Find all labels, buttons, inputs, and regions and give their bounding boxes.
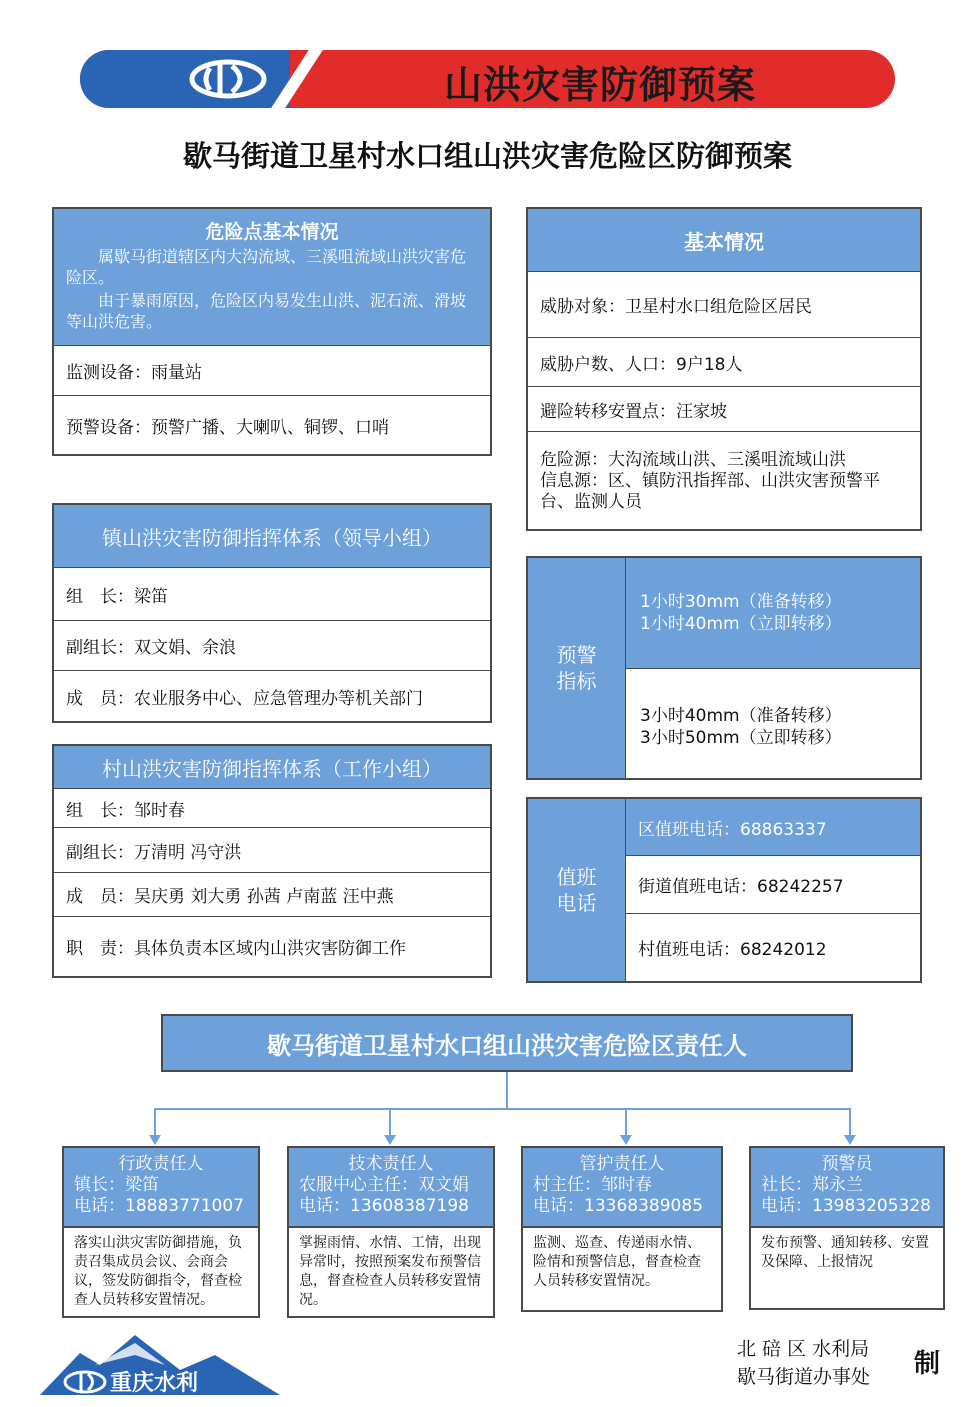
resp-role: 预警员: [821, 1154, 873, 1174]
resp-role: 技术责任人: [348, 1154, 434, 1174]
village-leader-row: 组 长：邹时春: [54, 788, 490, 827]
footer-org-1: 北 碚 区 水利局: [737, 1338, 870, 1360]
town-leader-row: 组 长：梁笛: [54, 567, 490, 620]
footer-org-2: 歇马街道办事处: [737, 1366, 871, 1388]
source-row: [528, 431, 920, 529]
resp-phone: 电话：13368389085: [533, 1196, 703, 1216]
arrow-down-icon: [149, 1135, 161, 1145]
resp-duty-care: 监测、巡查、传递雨水情、险情和预警信息，督查检查人员转移安置情况。: [521, 1228, 723, 1312]
resp-title: 社长：郑永兰: [761, 1175, 863, 1195]
warning-group-1: 1小时30mm（准备转移） 1小时40mm（立即转移）: [626, 558, 920, 668]
banner-title: 山洪灾害防御预案: [443, 62, 756, 107]
warning-device-row: 预警设备：预警广播、大喇叭、铜锣、口哨: [54, 395, 490, 454]
resp-card-admin: [62, 1146, 260, 1228]
resp-role: 管护责任人: [579, 1154, 665, 1174]
resp-card-care: [521, 1146, 723, 1228]
warning-index-panel: [526, 556, 922, 780]
warning-group-2: 3小时40mm（准备转移） 3小时50mm（立即转移）: [626, 668, 920, 778]
connector-drop-4: [849, 1108, 851, 1136]
page-title: 歇马街道卫星村水口组山洪灾害危险区防御预案: [182, 139, 792, 173]
basic-info-panel: [526, 207, 922, 531]
town-members-row: 成 员：农业服务中心、应急管理办等机关部门: [54, 670, 490, 721]
connector-trunk: [506, 1072, 508, 1109]
duty-phone-label: 值班 电话: [528, 799, 626, 981]
top-banner: [80, 50, 895, 108]
village-members-row: 成 员：吴庆勇 刘大勇 孙茜 卢南蓝 汪中燕: [54, 872, 490, 916]
footer-made: 制: [914, 1349, 941, 1379]
resp-duty-tech: 掌握雨情、水情、工情，出现异常时，按照预案发布预警信息，督查检查人员转移安置情况。: [287, 1228, 495, 1318]
resp-phone: 电话：13983205328: [761, 1196, 931, 1216]
connector-drop-2: [389, 1108, 391, 1136]
resp-card-tech: [287, 1146, 495, 1228]
resp-title: 农服中心主任：双文娟: [299, 1175, 469, 1195]
warning-index-label: 预警 指标: [528, 558, 626, 778]
town-command-header: 镇山洪灾害防御指挥体系（领导小组）: [54, 505, 490, 567]
connector-drop-3: [625, 1108, 627, 1136]
resp-phone: 电话：18883771007: [74, 1196, 244, 1216]
resp-duty-admin: 落实山洪灾害防御措施，负责召集成员会议、会商会议，签发防御指令，督查检查人员转移安置情况。: [62, 1228, 260, 1318]
threat-count-row: 威胁户数、人口：9户18人: [528, 337, 920, 386]
footer-logo-icon: [62, 1370, 108, 1394]
arrow-down-icon: [620, 1135, 632, 1145]
town-deputy-row: 副组长：双文娟、余浪: [54, 620, 490, 670]
resp-role: 行政责任人: [118, 1154, 204, 1174]
connector-drop-1: [154, 1108, 156, 1136]
arrow-down-icon: [844, 1135, 856, 1145]
street-phone-row: 街道值班电话：68242257: [626, 855, 920, 913]
resp-phone: 电话：13608387198: [299, 1196, 469, 1216]
basic-info-header: 基本情况: [528, 209, 920, 271]
district-phone-row: 区值班电话：68863337: [626, 799, 920, 855]
duty-phone-panel: [526, 797, 922, 983]
danger-point-header: 危险点基本情况: [205, 221, 339, 243]
shelter-row: 避险转移安置点：汪家坡: [528, 386, 920, 431]
village-command-panel: [52, 744, 492, 978]
monitor-device-row: 监测设备：雨量站: [54, 345, 490, 395]
info-source: 信息源：区、镇防汛指挥部、山洪灾害预警平台、监测人员: [540, 471, 880, 512]
danger-source: 危险源：大沟流域山洪、三溪咀流域山洪: [540, 450, 846, 470]
threat-target-row: 威胁对象：卫星村水口组危险区居民: [528, 271, 920, 337]
village-command-header: 村山洪灾害防御指挥体系（工作小组）: [54, 746, 490, 788]
resp-duty-warner: 发布预警、通知转移、安置及保障、上报情况: [749, 1228, 945, 1310]
responsible-header: 歇马街道卫星村水口组山洪灾害危险区责任人: [161, 1014, 853, 1072]
danger-point-header-area: [54, 209, 490, 345]
village-duty-row: 职 责：具体负责本区域内山洪灾害防御工作: [54, 916, 490, 976]
danger-point-para1: 属歇马街道辖区内大沟流域、三溪咀流域山洪灾害危险区。: [66, 247, 467, 287]
water-logo-icon: [188, 58, 268, 100]
arrow-down-icon: [384, 1135, 396, 1145]
danger-point-panel: [52, 207, 492, 456]
village-deputy-row: 副组长：万清明 冯守洪: [54, 827, 490, 872]
resp-card-warner: [749, 1146, 945, 1228]
resp-title: 村主任：邹时春: [533, 1175, 652, 1195]
resp-title: 镇长：梁笛: [74, 1175, 159, 1195]
town-command-panel: [52, 503, 492, 723]
footer-brand: 重庆水利: [110, 1371, 199, 1396]
danger-point-para2: 由于暴雨原因，危险区内易发生山洪、泥石流、滑坡等山洪危害。: [66, 291, 467, 331]
connector-bar: [155, 1108, 851, 1110]
village-phone-row: 村值班电话：68242012: [626, 913, 920, 981]
